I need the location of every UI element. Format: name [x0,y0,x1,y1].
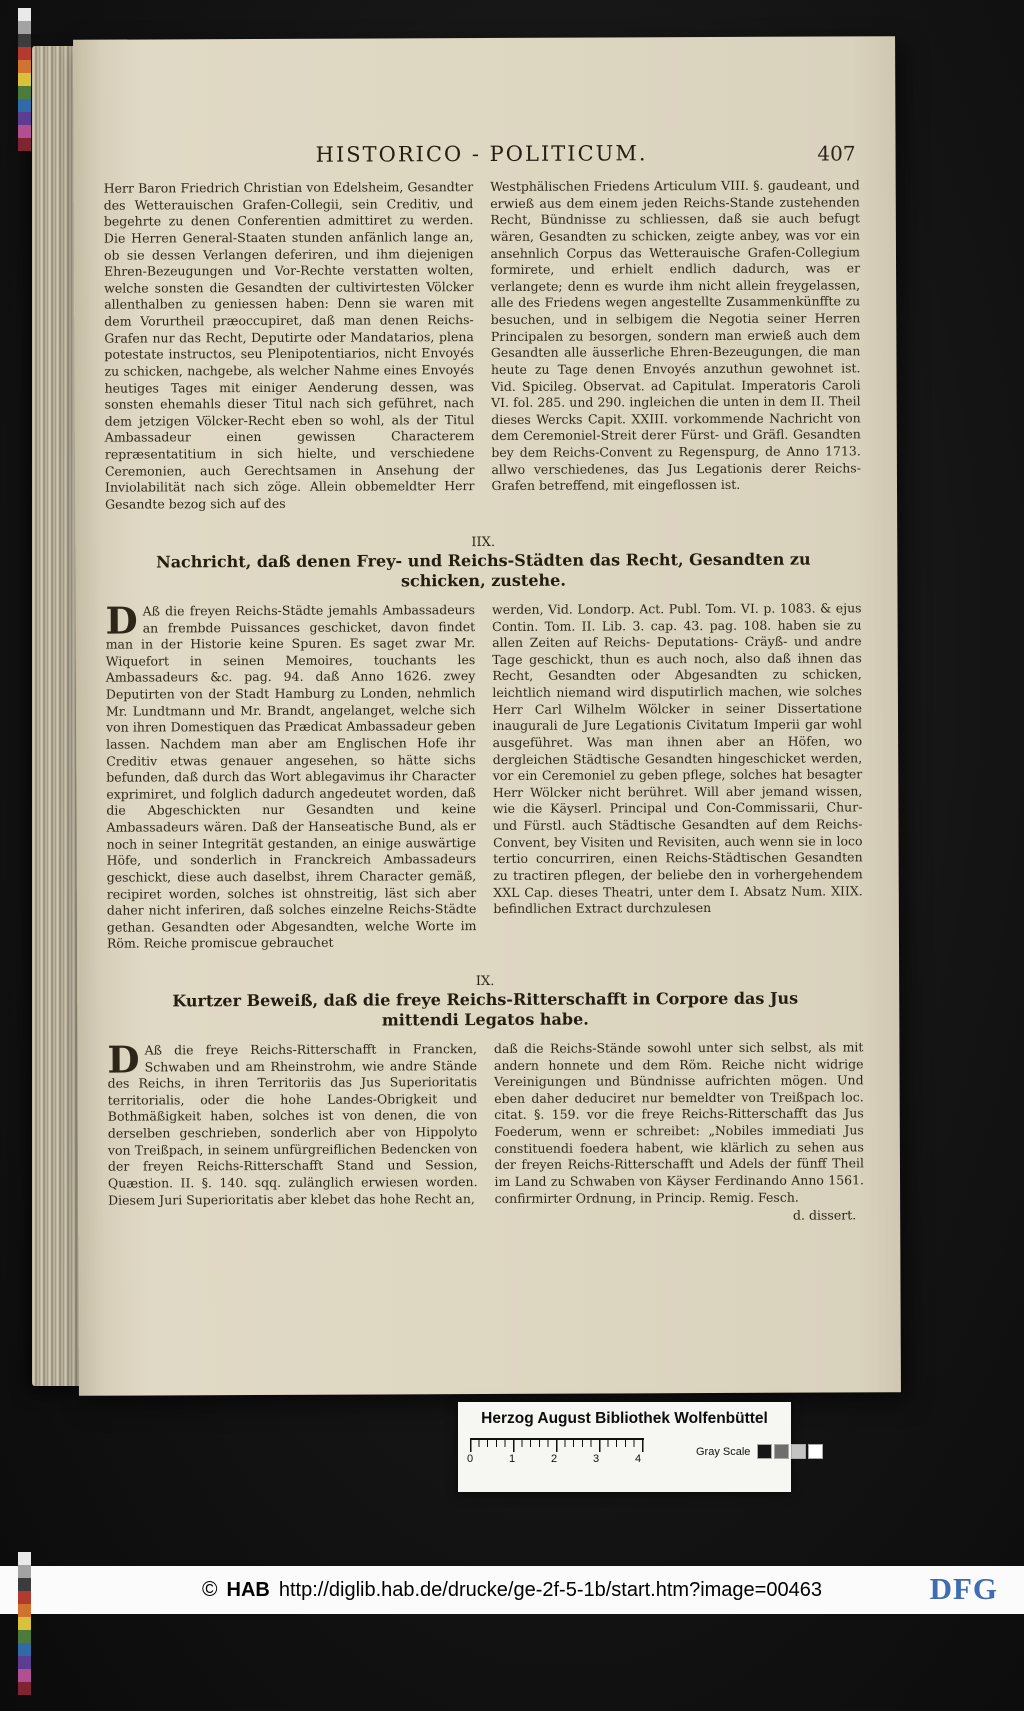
library-name: Herzog August Bibliothek Wolfenbüttel [481,1410,768,1427]
paragraph-text: daß die Reichs-Stände sowohl unter sich selbst, als mit andern honnete und dem Röm. Reiche nicht widrige Vereinigungen und Bündnisse aufrichten mögen. Und eben daher deduciret nur bemeldter von Treißpach loc. citat. §. 159. vor die freye Reichs-Ritterschafft das Jus Foederum, wenn er schreibet: „Nobiles immediati Jus constituendi foedera habent, wie klärlich zu sehen aus der freyen Reichs-Ritterschafft und Adels der fünff Theil im Land zu Schwaben von Käyser Ferdinando Anno 1561. confirmirter Ordnung, in Princip. Remig. Fesch. [493,1039,865,1206]
running-title: HISTORICO - POLITICUM. [315,141,648,167]
cm-ruler [470,1438,644,1452]
page-header [103,140,859,167]
ruler-number: 0 [467,1453,474,1465]
ruler-numbers [467,1453,680,1465]
color-swatch [18,1565,31,1578]
color-calibration-strip-bottom [18,1552,31,1695]
color-swatch [18,112,31,125]
color-swatch [18,125,31,138]
color-swatch [18,138,31,151]
color-swatch [18,1552,31,1565]
color-swatch [18,34,31,47]
color-swatch [18,1604,31,1617]
color-swatch [18,73,31,86]
book-scan [30,34,910,1402]
dfg-logo: DFG [929,1571,998,1606]
ruler-number: 4 [635,1453,642,1465]
hab-label: HAB [226,1578,270,1601]
ruler-row [467,1438,779,1465]
page-content [73,36,900,1238]
footer-text [202,1578,822,1602]
source-url: http://diglib.hab.de/drucke/ge-2f-5-1b/start.htm?image=00463 [278,1578,822,1601]
text-block-1 [104,177,862,530]
color-calibration-strip-top [18,8,31,151]
text-column-right: werden, Vid. Londorp. Act. Publ. Tom. VI. p. 1083. & ejus Contin. Tom. II. Lib. 3. cap. 43. pag. 108. haben sie zu allen Zeiten auf Reichs- Deputations- Cräyß- und andre Tage geschickt, thun es auch noch, also daß ihnen das Recht, Gesandten oder Abgesandten zu schicken, leichtlich niemand wird disputirlich machen, wie solches Herr Carl Wilhelm Wölcker in seiner Dissertatione inaugurali de Jure Legationis Civitatum Imperii gar wohl ausgeführet. Was man ihnen aber an Höfen, wo dergleichen Städtische Gesandten hingeschicket werden, vor ein Ceremoniel zu geben pflege, solches hat besagter Herr Wölcker nicht berühret. Will aber jemand wissen, wie die Käyserl. Principal und Con-Commissarii, Chur- und Fürstl. auch Städtische Gesandten auf dem Reichs-Convent, bey Visiten und Revisiten, auch wenn sie in loco tertio concurriren, einen Reichs-Städtischen Gesandten zu tractiren pflegen, der beliebe den in vorhergehendem XXL Cap. dieses Theatri, unter dem I. Absatz Num. XIIX. befindlichen Extract durchzulesen [492,600,863,917]
color-swatch [18,1669,31,1682]
paragraph-tail: d. dissert. [792,1207,857,1223]
ruler-number: 1 [509,1453,516,1465]
text-block-3 [107,1039,864,1238]
color-swatch [757,1444,772,1459]
text-column-left [107,1037,478,1239]
color-swatch [18,21,31,34]
drop-cap: D [107,1037,140,1082]
text-column-left [105,598,477,970]
gray-scale-label: Gray Scale [696,1445,751,1458]
color-swatch [18,86,31,99]
ruler-number: 3 [593,1453,600,1465]
section-number-ix: IX. [475,973,495,989]
footer-caption-bar [0,1566,1024,1614]
text-column-left: Herr Baron Friedrich Christian von Edelsheim, Gesandter des Wetterauischen Grafen-Collegii, sein Creditiv, und begehrte zu denen Conferentien admittiret zu werden. Die Herren General-Staaten stunden anfänlich lange an, ob sie dessen Verlangen deferiren, und ihm diejenigen Ehren-Bezeugungen und Vor-Rechte verstatten wolten, welche sonsten die Gesandten der cultivirtesten Völcker allenthalben zu geniessen haben: Denn sie waren mit dem Vorurtheil præoccupiret, daß man denen Reichs-Grafen nur das Recht, Deputirte oder Mandatarios, plena potestate instructos, seu Plenipotentiarios, nicht Envoyés zu schicken, nachgebe, als welcher Nahme eines Envoyés heutiges Tages mit einiger Aenderung dessen, was sonsten ehemahls dieser Titul nach sich geführet, nach dem jetzigen Völcker-Recht eben so wohl, als der Titul Ambassadeur einen gewissen Characterem repræsentatitium in sich hielte, und verschiedene Ceremonien, auch Gerechtsamen in Ansehung der Inviolabilität nach sich zöge. Allein obbemeldter Herr Gesandte bezog sich auf des [103,179,475,512]
drop-cap: D [105,598,138,643]
color-swatch [18,47,31,60]
library-grayscale-card [458,1402,791,1492]
text-column-right [494,1039,864,1237]
color-swatch [18,99,31,112]
page-number: 407 [817,141,856,166]
section-heading-iix: Nachricht, daß denen Frey- und Reichs-Städten das Recht, Gesandten zu schicken, zustehe. [156,549,811,591]
gray-scale-swatches [757,1444,823,1459]
color-swatch [18,60,31,73]
paragraph-text: Aß die freye Reichs-Ritterschafft in Francken, Schwaben und am Rheinstrohm, wie andre Stände des Reichs, in ihren Territoriis das Jus Superioritatis territorialis, oder die hohe Landes-Obrigkeit und Bothmäßigkeit haben, solches ist von denen, die von derselben geschrieben, sonderlich aber von Hippolyto von Treißpach, in seinem unfürgreiflichen Bedencken von der freyen Reichs-Ritterschafft Stand und Session, Quæstion. II. §. 140. sqq. zulänglich erwiesen worden. Diesem Juri Superioritatis aber klebet das hohe Recht an, [107,1040,478,1208]
color-swatch [774,1444,789,1459]
color-swatch [808,1444,823,1459]
section-heading-ix: Kurtzer Beweiß, daß die freye Reichs-Ritterschafft in Corpore das Jus mittendi Legatos habe. [172,988,799,1030]
section-number-iix: IIX. [471,534,496,551]
text-block-2 [106,600,864,969]
color-swatch [18,1591,31,1604]
paragraph-text: Aß die freyen Reichs-Städte jemahls Ambassadeurs an frembde Puissances geschicket, davon findet man in der Historie keine Spuren. Es saget zwar Mr. Wiquefort in seinen Memoires, touchants les Ambassadeurs &c. pag. 94. daß Anno 1626. zwey Deputirten von der Stadt Hamburg zu Londen, nehmlich Mr. Lundtmann und Mr. Brandt, angelanget, welche sich von ihren Domestiquen das Prædicat Ambassadeur geben lassen. Nachdem man aber am Englischen Hofe ihr Creditiv etwas genauer angesehen, so hätte sichs befunden, daß durch das Wort ablegavimus ihr Character exprimiret, und folglich dadurch angedeutet worden, daß die Abgeschickten nur Gesandten und keine Ambassadeurs wären. Daß der Hanseatische Bund, als er noch in seiner Integrität gestanden, an einige auswärtige Höfe, und sonderlich in Franckreich Ambassadeurs geschickt, diese auch daselbst, ihrem Character gemäß, recipiret worden, solches ist ohnstreitig, läst sich aber daher nicht inferiren, daß solches einzelne Reichs-Städte gethan. Gesandten oder Abgesandten, welche Worte im Röm. Reiche promiscue gebrauchet [105,601,477,952]
color-swatch [18,1578,31,1591]
color-swatch [18,1643,31,1656]
color-swatch [18,1617,31,1630]
color-swatch [791,1444,806,1459]
color-swatch [18,8,31,21]
copyright-symbol: © [202,1578,218,1601]
text-column-right: Westphälischen Friedens Articulum VIII. §. gaudeant, und erwieß aus dem einem jeden Reichs-Stande zustehenden Recht, Bündnisse zu schliessen, daß sie auch befugt wären, Gesandten zu schicken, zeigte anbey, was vor ein ansehnlich Corpus das Wetterauische Grafen-Collegium formirete, und erhielt endlich dadurch, was er verlangete; denn es wurde ihm nicht allein freygelassen, alle des Friedens wegen angestellte Zusammenkünffte zu besuchen, und in selbigem die Negotia seiner Herren Principalen zu besorgen, sondern man erwieß auch dem Gesandten alle äusserliche Ehren-Bezeugungen, die man heute zu Tage denen Envoyés anzuthun gewohnet ist. Vid. Spicileg. Observat. ad Capitulat. Imperatoris Caroli VI. fol. 285. und 290. ingleichen die unten in dem II. Theil dieses Wercks Capit. XXIII. vorkommende Nachricht von dem Ceremoniel-Streit derer Fürst- und Gräfl. Gesandten bey dem Reichs-Convent zu Regenspurg, de Anno 1713. allwo verschiedenes, das Jus Legationis derer Reichs-Grafen betreffend, mit eingeflossen ist. [490,177,861,494]
color-swatch [18,1682,31,1695]
ruler-block [467,1438,680,1465]
gray-scale-group [696,1444,823,1459]
scanned-page [73,36,901,1396]
color-swatch [18,1630,31,1643]
color-swatch [18,1656,31,1669]
ruler-number: 2 [551,1453,558,1465]
